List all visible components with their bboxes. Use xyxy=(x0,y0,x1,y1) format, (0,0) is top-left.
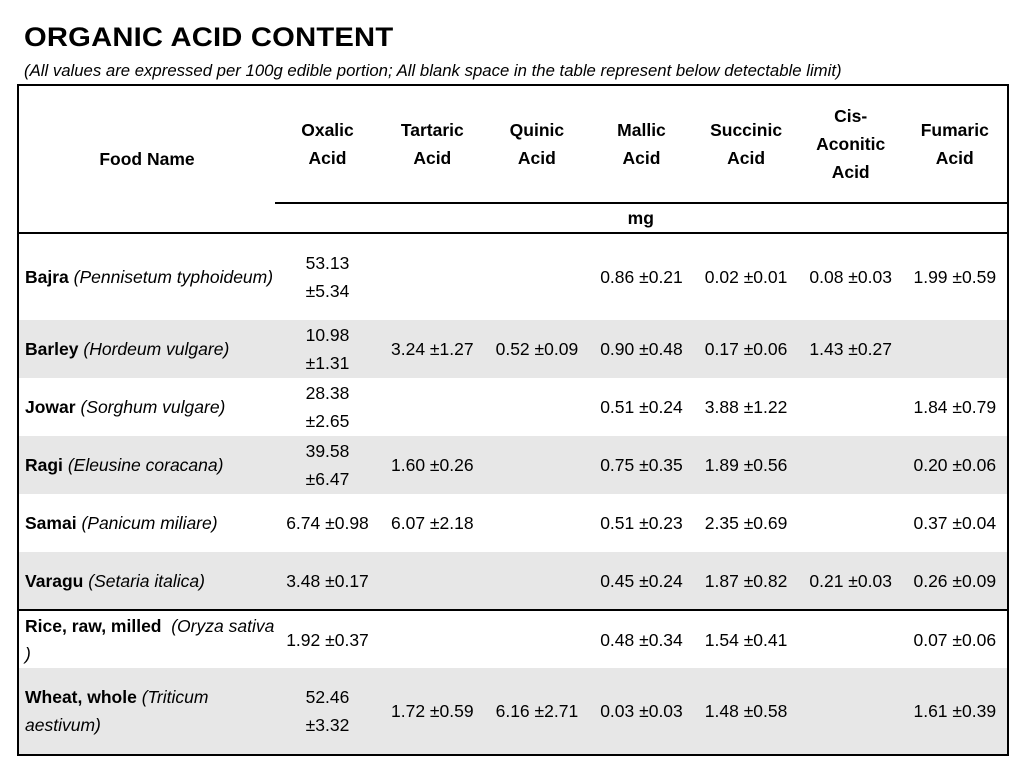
cisaconitic-value-cell: 1.43 ±0.27 xyxy=(798,320,903,378)
food-scientific-name: (Pennisetum typhoideum) xyxy=(73,267,274,287)
cisaconitic-value-cell xyxy=(798,610,903,668)
mallic-value-cell: 0.86 ±0.21 xyxy=(589,233,694,320)
col-header-fumaric: Fumaric Acid xyxy=(920,120,989,168)
food-scientific-name: (Sorghum vulgare) xyxy=(80,397,226,417)
cisaconitic-value-cell xyxy=(798,378,903,436)
food-name-cell xyxy=(18,494,275,552)
food-name-cell xyxy=(18,610,275,668)
oxalic-value-cell xyxy=(275,436,380,494)
mallic-value-cell: 0.75 ±0.35 xyxy=(589,436,694,494)
food-scientific-name: (Hordeum vulgare) xyxy=(83,339,230,359)
mallic-value-cell: 0.45 ±0.24 xyxy=(589,552,694,610)
food-common-name: Wheat, whole xyxy=(25,687,137,707)
oxalic-value-part: ±2.65 xyxy=(305,411,350,431)
table-row xyxy=(18,494,1008,552)
oxalic-value-part: 6.74 ±0.98 xyxy=(286,513,369,533)
oxalic-value-part: ±1.31 xyxy=(305,353,350,373)
table-row xyxy=(18,436,1008,494)
quinic-value-cell xyxy=(485,552,590,610)
table-body xyxy=(18,233,1008,755)
food-common-name: Jowar xyxy=(25,397,76,417)
food-common-name: Rice, raw, milled xyxy=(25,615,162,636)
organic-acid-table xyxy=(17,84,1009,756)
food-common-name: Barley xyxy=(25,339,79,359)
succinic-value-cell: 1.89 ±0.56 xyxy=(694,436,799,494)
tartaric-value-cell: 3.24 ±1.27 xyxy=(380,320,485,378)
mallic-value-cell: 0.03 ±0.03 xyxy=(589,668,694,755)
oxalic-value-part: 53.13 xyxy=(305,253,350,273)
header-row xyxy=(18,85,1008,203)
oxalic-value-part: 52.46 xyxy=(305,687,350,707)
oxalic-value-cell xyxy=(275,668,380,755)
tartaric-value-cell xyxy=(380,552,485,610)
food-scientific-name: (Triticum aestivum) xyxy=(25,687,209,735)
oxalic-value-cell xyxy=(275,494,380,552)
succinic-value-cell: 0.17 ±0.06 xyxy=(694,320,799,378)
page-subtitle: (All values are expressed per 100g edible portion; All blank space in the table represent below detectable limit) xyxy=(24,61,842,80)
fumaric-value-cell: 0.07 ±0.06 xyxy=(903,610,1008,668)
table-row xyxy=(18,320,1008,378)
food-scientific-name: (Oryza sativa ) xyxy=(25,615,275,664)
fumaric-value-cell: 1.61 ±0.39 xyxy=(903,668,1008,755)
tartaric-value-cell xyxy=(380,233,485,320)
quinic-value-cell xyxy=(485,436,590,494)
oxalic-value-cell xyxy=(275,233,380,320)
oxalic-value-part: 39.58 xyxy=(305,441,350,461)
fumaric-value-cell: 1.84 ±0.79 xyxy=(913,397,997,417)
quinic-value-cell xyxy=(485,610,590,668)
table-row xyxy=(18,233,1008,320)
oxalic-value-part: ±5.34 xyxy=(305,281,350,301)
oxalic-value-cell xyxy=(275,552,380,610)
quinic-value-cell xyxy=(485,233,590,320)
food-name-cell xyxy=(18,552,275,610)
unit-label: mg xyxy=(275,203,1008,233)
cisaconitic-value-cell xyxy=(798,436,903,494)
quinic-value-cell xyxy=(485,378,590,436)
succinic-value-cell: 1.54 ±0.41 xyxy=(694,610,799,668)
succinic-value-cell: 3.88 ±1.22 xyxy=(704,397,788,417)
food-scientific-name: (Panicum miliare) xyxy=(81,513,218,533)
oxalic-value-cell xyxy=(275,378,380,436)
food-name-cell xyxy=(18,668,275,755)
food-name-cell xyxy=(18,436,275,494)
oxalic-value-part: 3.48 ±0.17 xyxy=(286,570,369,591)
cisaconitic-value-cell xyxy=(798,668,903,755)
oxalic-value-part: ±6.47 xyxy=(305,469,350,489)
fumaric-value-cell: 0.26 ±0.09 xyxy=(903,552,1008,610)
succinic-value-cell: 1.87 ±0.82 xyxy=(694,552,799,610)
succinic-value-cell: 0.02 ±0.01 xyxy=(694,233,799,320)
food-common-name: Varagu xyxy=(25,570,84,591)
mallic-value-cell: 0.51 ±0.24 xyxy=(600,397,683,417)
cisaconitic-value-cell: 0.08 ±0.03 xyxy=(798,233,903,320)
food-common-name: Bajra xyxy=(25,267,69,287)
food-common-name: Samai xyxy=(25,513,77,533)
food-common-name: Ragi xyxy=(25,455,63,475)
mallic-value-cell: 0.51 ±0.23 xyxy=(600,513,683,533)
col-header-quinic: Quinic Acid xyxy=(509,120,565,168)
mallic-value-cell: 0.48 ±0.34 xyxy=(589,610,694,668)
cisaconitic-value-cell: 0.21 ±0.03 xyxy=(798,552,903,610)
tartaric-value-cell: 1.60 ±0.26 xyxy=(380,436,485,494)
food-name-cell xyxy=(18,233,275,320)
fumaric-value-cell: 0.37 ±0.04 xyxy=(913,513,997,533)
food-name-cell xyxy=(18,378,275,436)
tartaric-value-cell: 1.72 ±0.59 xyxy=(380,668,485,755)
tartaric-value-cell xyxy=(380,378,485,436)
food-name-cell xyxy=(18,320,275,378)
page-title: ORGANIC ACID CONTENT xyxy=(24,22,394,52)
succinic-value-cell: 2.35 ±0.69 xyxy=(704,513,788,533)
col-header-oxalic: Oxalic Acid xyxy=(301,120,354,168)
quinic-value-cell xyxy=(485,494,590,552)
table-row xyxy=(18,552,1008,610)
table-row xyxy=(18,668,1008,755)
fumaric-value-cell xyxy=(903,320,1008,378)
fumaric-value-cell: 0.20 ±0.06 xyxy=(903,436,1008,494)
oxalic-value-part: 1.92 ±0.37 xyxy=(286,629,369,650)
food-scientific-name: (Eleusine coracana) xyxy=(67,455,224,475)
col-header-food-name: Food Name xyxy=(99,149,195,169)
col-header-cis-aconitic: Cis- Aconitic Acid xyxy=(816,106,886,182)
table-row xyxy=(18,378,1008,436)
mallic-value-cell: 0.90 ±0.48 xyxy=(589,320,694,378)
succinic-value-cell: 1.48 ±0.58 xyxy=(694,668,799,755)
col-header-mallic: Mallic Acid xyxy=(617,120,666,168)
table-row xyxy=(18,610,1008,668)
quinic-value-cell: 6.16 ±2.71 xyxy=(485,668,590,755)
oxalic-value-cell xyxy=(275,610,380,668)
oxalic-value-part: 28.38 xyxy=(305,383,350,403)
tartaric-value-cell: 6.07 ±2.18 xyxy=(391,513,474,533)
tartaric-value-cell xyxy=(380,610,485,668)
oxalic-value-part: 10.98 xyxy=(305,325,350,345)
col-header-tartaric: Tartaric Acid xyxy=(400,120,464,168)
quinic-value-cell: 0.52 ±0.09 xyxy=(485,320,590,378)
fumaric-value-cell: 1.99 ±0.59 xyxy=(903,233,1008,320)
oxalic-value-part: ±3.32 xyxy=(305,715,350,735)
col-header-succinic: Succinic Acid xyxy=(710,120,783,168)
cisaconitic-value-cell xyxy=(798,494,903,552)
oxalic-value-cell xyxy=(275,320,380,378)
food-scientific-name: (Setaria italica) xyxy=(88,570,205,591)
